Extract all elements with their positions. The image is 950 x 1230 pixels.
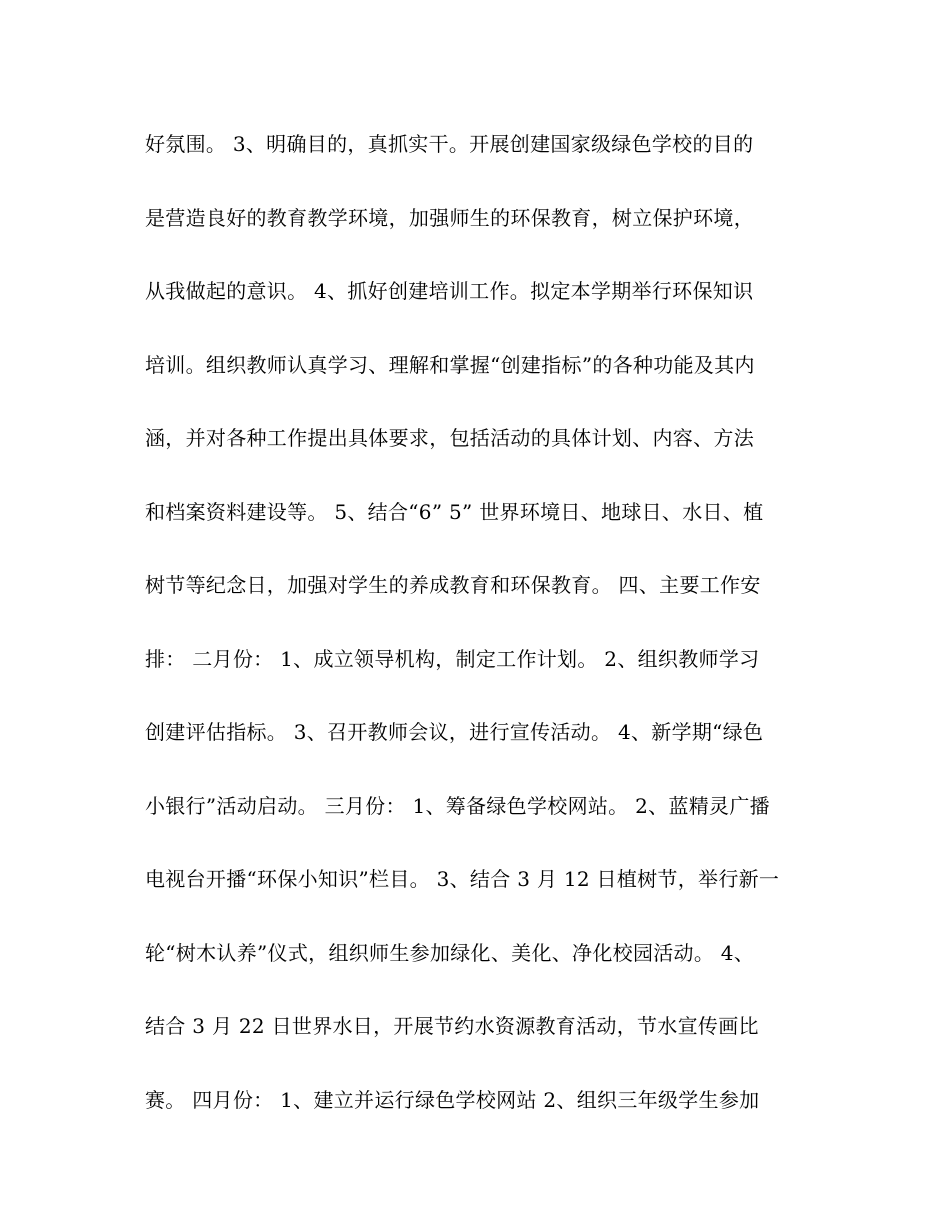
text-line-1: 好氛围。 3、明确目的，真抓实干。开展创建国家级绿色学校的目的 [145,132,754,156]
text-line-13: 结合 3 月 22 日世界水日，开展节约水资源教育活动，节水宣传画比 [145,1014,759,1038]
text-line-9: 创建评估指标。 3、召开教师会议，进行宣传活动。 4、新学期“绿色 [145,720,764,744]
text-line-6: 和档案资料建设等。 5、结合“6” 5” 世界环境日、地球日、水日、植 [145,499,764,524]
text-line-2: 是营造良好的教育教学环境，加强师生的环保教育，树立保护环境， [145,205,754,230]
text-line-4: 培训。组织教师认真学习、理解和掌握“创建指标”的各种功能及其内 [145,352,755,377]
text-line-12: 轮“树木认养”仪式，组织师生参加绿化、美化、净化校园活动。 4、 [145,940,755,965]
text-line-7: 树节等纪念日，加强对学生的养成教育和环保教育。 四、主要工作安 [145,573,761,597]
text-line-10: 小银行”活动启动。 三月份： 1、筹备绿色学校网站。 2、蓝精灵广播 [145,793,770,818]
text-line-5: 涵，并对各种工作提出具体要求，包括活动的具体计划、内容、方法 [145,426,754,450]
text-line-14: 赛。 四月份： 1、建立并运行绿色学校网站 2、组织三年级学生参加 [145,1087,760,1112]
text-line-8: 排： 二月份： 1、成立领导机构，制定工作计划。 2、组织教师学习 [145,646,760,671]
text-line-11: 电视台开播“环保小知识”栏目。 3、结合 3 月 12 日植树节，举行新一 [145,867,780,891]
body-text [145,124,810,1153]
text-line-3: 从我做起的意识。 4、抓好创建培训工作。拟定本学期举行环保知识 [145,279,754,303]
